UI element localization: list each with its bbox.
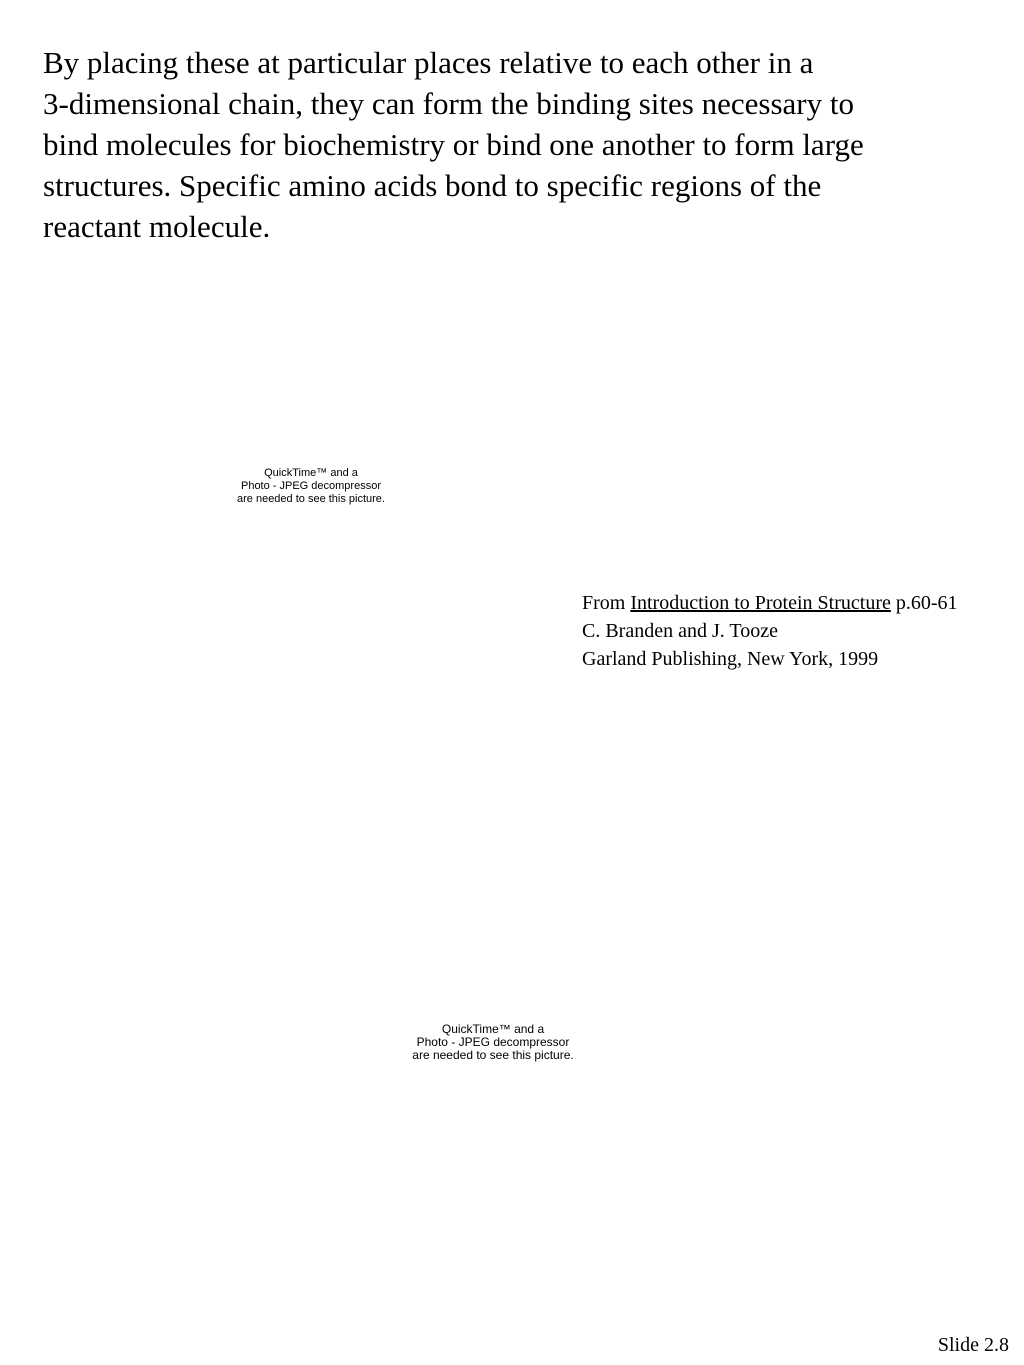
main-paragraph	[43, 42, 983, 247]
placeholder-line: Photo - JPEG decompressor	[416, 1035, 570, 1049]
paragraph-line: 3-dimensional chain, they can form the binding sites necessary to	[43, 86, 854, 121]
placeholder-line: are needed to see this picture.	[412, 1048, 574, 1062]
placeholder-line: QuickTime™ and a	[441, 1022, 545, 1036]
placeholder-line: Photo - JPEG decompressor	[240, 480, 381, 492]
quicktime-placeholder-1	[211, 467, 411, 506]
placeholder-line: are needed to see this picture.	[237, 493, 385, 505]
quicktime-placeholder-2	[393, 1023, 593, 1062]
citation-source-line	[582, 589, 958, 617]
citation-prefix: From	[582, 592, 631, 614]
paragraph-line: By placing these at particular places relative to each other in a	[43, 45, 814, 80]
citation-pages: p.60-61	[890, 592, 958, 614]
placeholder-line: QuickTime™ and a	[264, 467, 358, 479]
paragraph-line: bind molecules for biochemistry or bind one another to form large	[43, 127, 864, 162]
paragraph-line: reactant molecule.	[43, 209, 271, 244]
paragraph-line: structures. Specific amino acids bond to specific regions of the	[43, 168, 822, 203]
citation-publisher: Garland Publishing, New York, 1999	[582, 648, 879, 670]
slide-number: Slide 2.8	[937, 1334, 1009, 1356]
book-title: Introduction to Protein Structure	[630, 592, 891, 614]
citation	[582, 589, 958, 673]
citation-authors: C. Branden and J. Tooze	[582, 620, 778, 642]
